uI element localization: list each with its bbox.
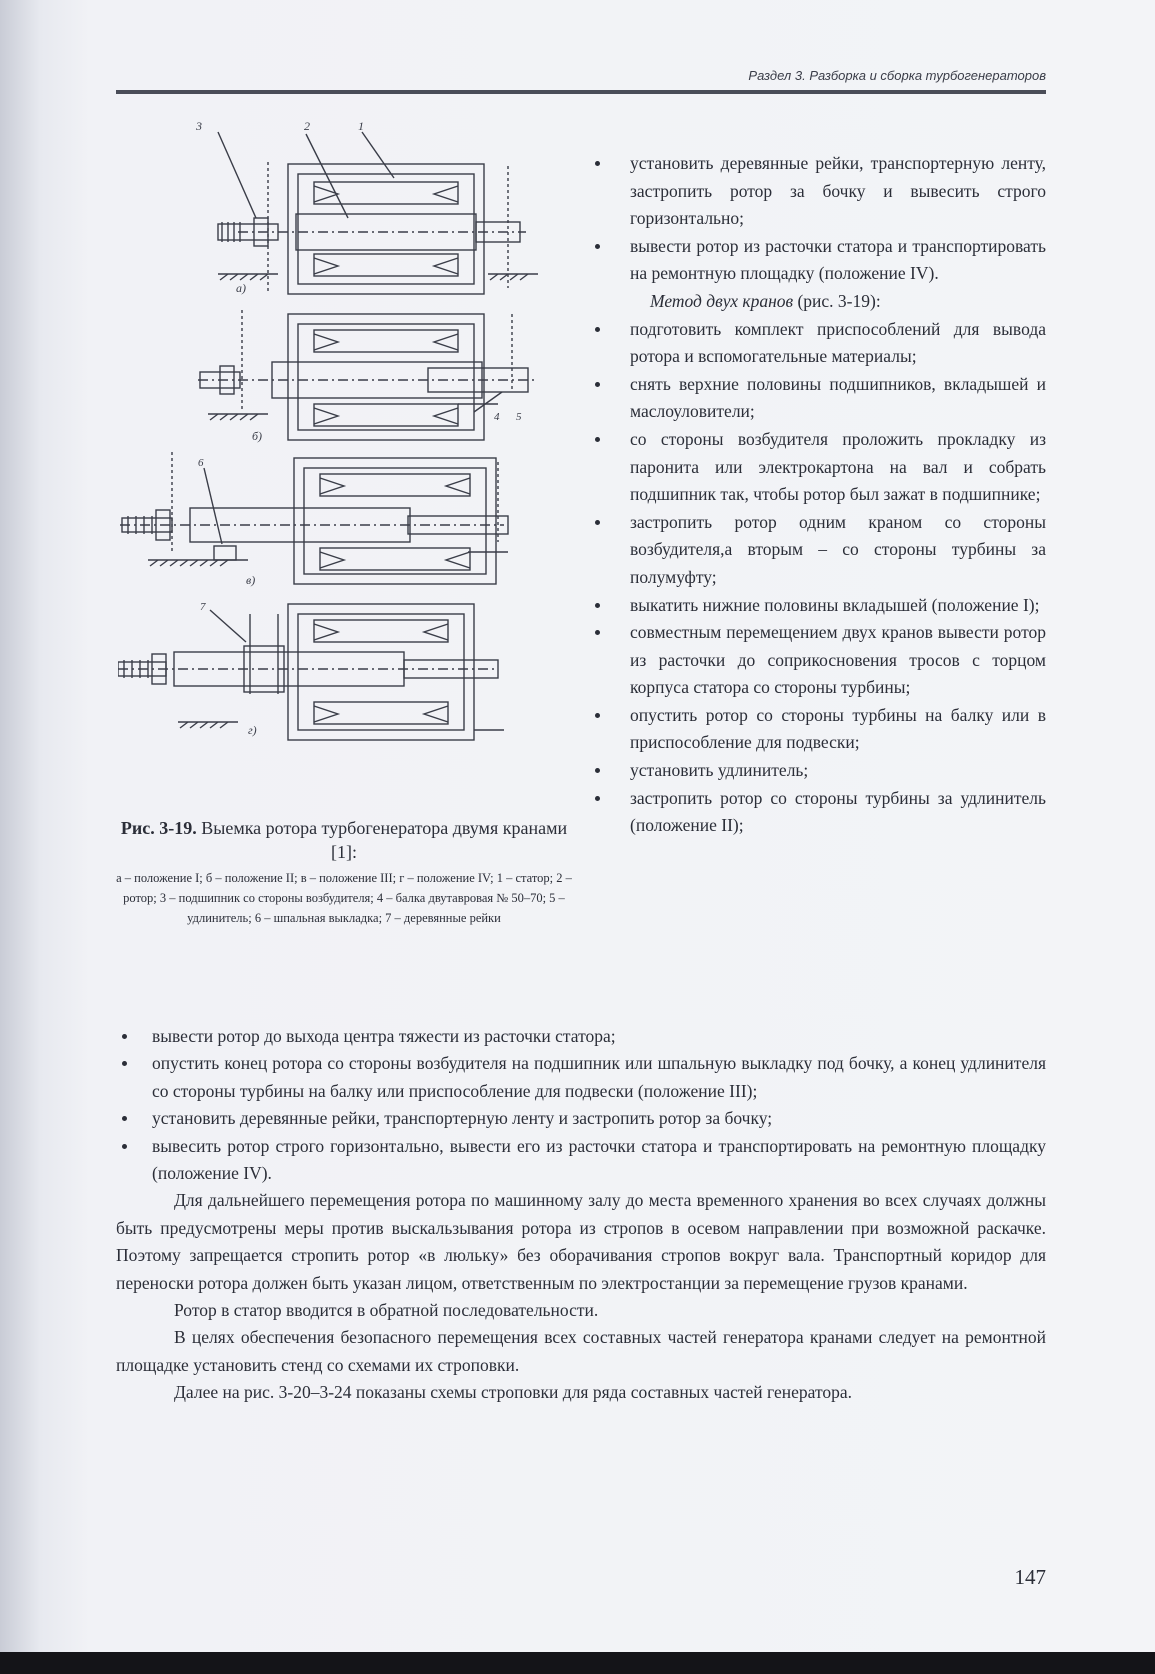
diagram-position-g (118, 604, 504, 740)
label-4: 4 (494, 411, 500, 423)
method-ref: (рис. 3-19): (793, 290, 881, 311)
paragraph: Для дальнейшего перемещения ротора по машинному залу до места временного хранения во всех случаях должны быть предусмотрены меры против выскальзывания ротора из стропов в осевом направлении при возможной раскачке. Поэтому запрещается стропить ротор «в люльку» без оборачивания стропов вокруг вала. Транспортный коридор для переноски ротора должен быть указан лицом, ответственным по электростанции за перемещение грузов кранами. (116, 1190, 1046, 1293)
label-g: г) (248, 723, 257, 737)
page-number: 147 (1014, 1565, 1046, 1589)
list-item: вывести ротор из расточки статора и транспортировать на ремонтную площадку (положение IV). (586, 233, 1046, 288)
scan-edge (0, 1652, 1155, 1674)
paragraph: В целях обеспечения безопасного перемещения всех составных частей генератора кранами следует на ремонтной площадке установить стенд со схемами их строповки. (116, 1327, 1046, 1375)
caption-legend: а – положение I; б – положение II; в – положение III; г – положение IV; 1 – статор; 2 – ротор; 3 – подшипник со стороны возбудителя; 4 – балка двутавровая № 50–70; 5 – удлинитель; 6 – шпальная выкладка; 7 – деревянные рейки (116, 871, 572, 925)
diagram-position-b (198, 310, 538, 440)
list-item: вывесить ротор строго горизонтально, вывести его из расточки статора и транспортировать на ремонтную площадку (положение IV). (116, 1133, 1046, 1188)
list-item: снять верхние половины подшипников, вкладышей и маслоуловители; (586, 371, 1046, 426)
header-rule (116, 90, 1046, 94)
diagram-position-v (120, 452, 508, 584)
figure-3-19 (118, 122, 570, 802)
caption-number: Рис. 3-19. (120, 818, 197, 838)
list-item: вывести ротор до выхода центра тяжести из расточки статора; (116, 1023, 1046, 1050)
list-item: выкатить нижние половины вкладышей (положение I); (586, 592, 1046, 620)
list-item: подготовить комплект приспособлений для вывода ротора и вспомогательные материалы; (586, 316, 1046, 371)
list-item: установить деревянные рейки, транспортерную ленту и застропить ротор за бочку; (116, 1105, 1046, 1132)
label-a: а) (236, 281, 246, 295)
full-width-text (116, 1023, 1046, 1407)
label-6: 6 (198, 457, 204, 469)
list-item: опустить ротор со стороны турбины на балку или в приспособление для подвески; (586, 702, 1046, 757)
label-3: 3 (196, 122, 202, 133)
label-b: б) (252, 429, 263, 443)
paragraph: Ротор в статор вводится в обратной последовательности. (174, 1300, 599, 1321)
running-head: Раздел 3. Разборка и сборка турбогенераторов (748, 68, 1046, 83)
list-item: застропить ротор одним краном со стороны возбудителя,а вторым – со стороны турбины за полумуфту; (586, 509, 1046, 592)
label-5: 5 (516, 411, 522, 423)
list-item: установить удлинитель; (586, 757, 1046, 785)
list-item: установить деревянные рейки, транспортерную ленту, застропить ротор за бочку и вывесить строго горизонтально; (586, 150, 1046, 233)
list-item: застропить ротор со стороны турбины за удлинитель (положение II); (586, 785, 1046, 840)
figure-caption (116, 816, 572, 928)
list-item: со стороны возбудителя проложить прокладку из паронита или электрокартона на вал и собрать подшипник так, чтобы ротор был зажат в подшипнике; (586, 426, 1046, 509)
right-column (586, 150, 1046, 840)
label-1: 1 (358, 122, 364, 133)
caption-title: Выемка ротора турбогенератора двумя кранами [1]: (201, 818, 568, 862)
label-7: 7 (200, 601, 206, 613)
list-item: совместным перемещением двух кранов вывести ротор из расточки до соприкосновения тросов с торцом корпуса статора со стороны турбины; (586, 619, 1046, 702)
rotor-removal-diagram (118, 122, 570, 802)
method-heading (586, 288, 1046, 316)
method-title: Метод двух кранов (650, 290, 794, 311)
diagram-position-a (218, 132, 538, 294)
label-2: 2 (304, 122, 310, 133)
list-item: опустить конец ротора со стороны возбудителя на подшипник или шпальную выкладку под бочку, а конец удлинителя со стороны турбины на балку или приспособление для подвески (положение III); (116, 1050, 1046, 1105)
paragraph: Далее на рис. 3-20–3-24 показаны схемы строповки для ряда составных частей генератора. (174, 1382, 853, 1403)
label-v: в) (246, 573, 256, 587)
